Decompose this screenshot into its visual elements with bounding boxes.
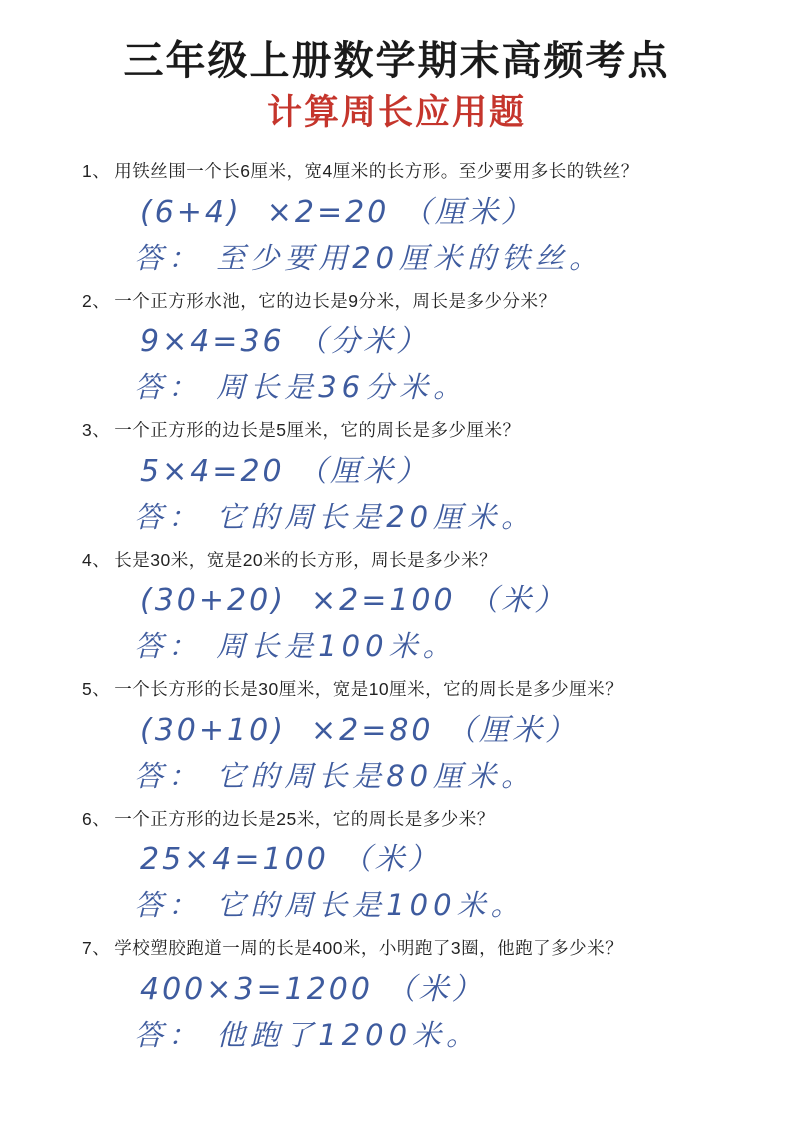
question-number: 6、 <box>82 808 111 829</box>
question-block-3 <box>82 419 733 535</box>
handwritten-equation: (30+10) ×2=80 （厘米） <box>140 712 579 748</box>
handwritten-answer: 答： 它的周长是80厘米。 <box>134 758 536 793</box>
question-text <box>82 290 733 313</box>
question-block-6 <box>82 808 733 924</box>
question-body: 一个长方形的长是30厘米，宽是10厘米，它的周长是多少厘米？ <box>114 679 624 700</box>
handwritten-answer: 答： 它的周长是20厘米。 <box>134 499 536 534</box>
question-text <box>82 549 733 572</box>
handwritten-answer: 答： 它的周长是100米。 <box>134 888 525 923</box>
question-body: 一个正方形的边长是5厘米，它的周长是多少厘米？ <box>114 420 521 441</box>
question-block-4 <box>82 549 733 665</box>
question-block-1 <box>82 160 733 276</box>
handwritten-equation: 9×4=36 （分米） <box>140 324 430 360</box>
page-title: 三年级上册数学期末高频考点 <box>123 38 670 83</box>
question-body: 长是30米，宽是20米的长方形，周长是多少米？ <box>114 549 498 570</box>
question-number: 5、 <box>82 679 111 700</box>
question-body: 一个正方形水池，它的边长是9分米，周长是多少分米？ <box>114 290 557 311</box>
handwritten-answer: 答： 至少要用20厘米的铁丝。 <box>134 240 604 275</box>
handwritten-answer: 答： 周长是100米。 <box>134 629 457 664</box>
question-block-2 <box>82 290 733 406</box>
question-body: 用铁丝围一个长6厘米，宽4厘米的长方形。至少要用多长的铁丝？ <box>114 161 639 181</box>
question-block-7 <box>82 937 733 1053</box>
handwritten-equation: (30+20) ×2=100 （米） <box>140 583 568 619</box>
handwritten-equation: 5×4=20 （厘米） <box>140 453 430 489</box>
handwritten-answer: 答： 周长是36分米。 <box>134 370 468 405</box>
question-list <box>60 160 733 1053</box>
question-text <box>82 808 733 831</box>
question-text <box>82 419 733 442</box>
question-body: 一个正方形的边长是25米，它的周长是多少米？ <box>114 808 495 829</box>
handwritten-equation: (6+4) ×2=20 （厘米） <box>140 194 534 230</box>
question-block-5 <box>82 678 733 794</box>
handwritten-answer: 答： 他跑了1200米。 <box>134 1018 481 1053</box>
question-number: 1、 <box>82 161 111 181</box>
question-number: 7、 <box>82 938 111 959</box>
question-number: 4、 <box>82 549 111 570</box>
question-number: 2、 <box>82 290 111 311</box>
question-text <box>82 678 733 701</box>
page-subtitle: 计算周长应用题 <box>266 93 526 132</box>
question-body: 学校塑胶跑道一周的长是400米，小明跑了3圈，他跑了多少米？ <box>114 938 624 959</box>
question-number: 3、 <box>82 420 111 441</box>
question-text <box>82 937 733 960</box>
handwritten-equation: 25×4=100 （米） <box>140 842 441 878</box>
handwritten-equation: 400×3=1200 （米） <box>140 972 485 1008</box>
question-text <box>82 160 733 183</box>
